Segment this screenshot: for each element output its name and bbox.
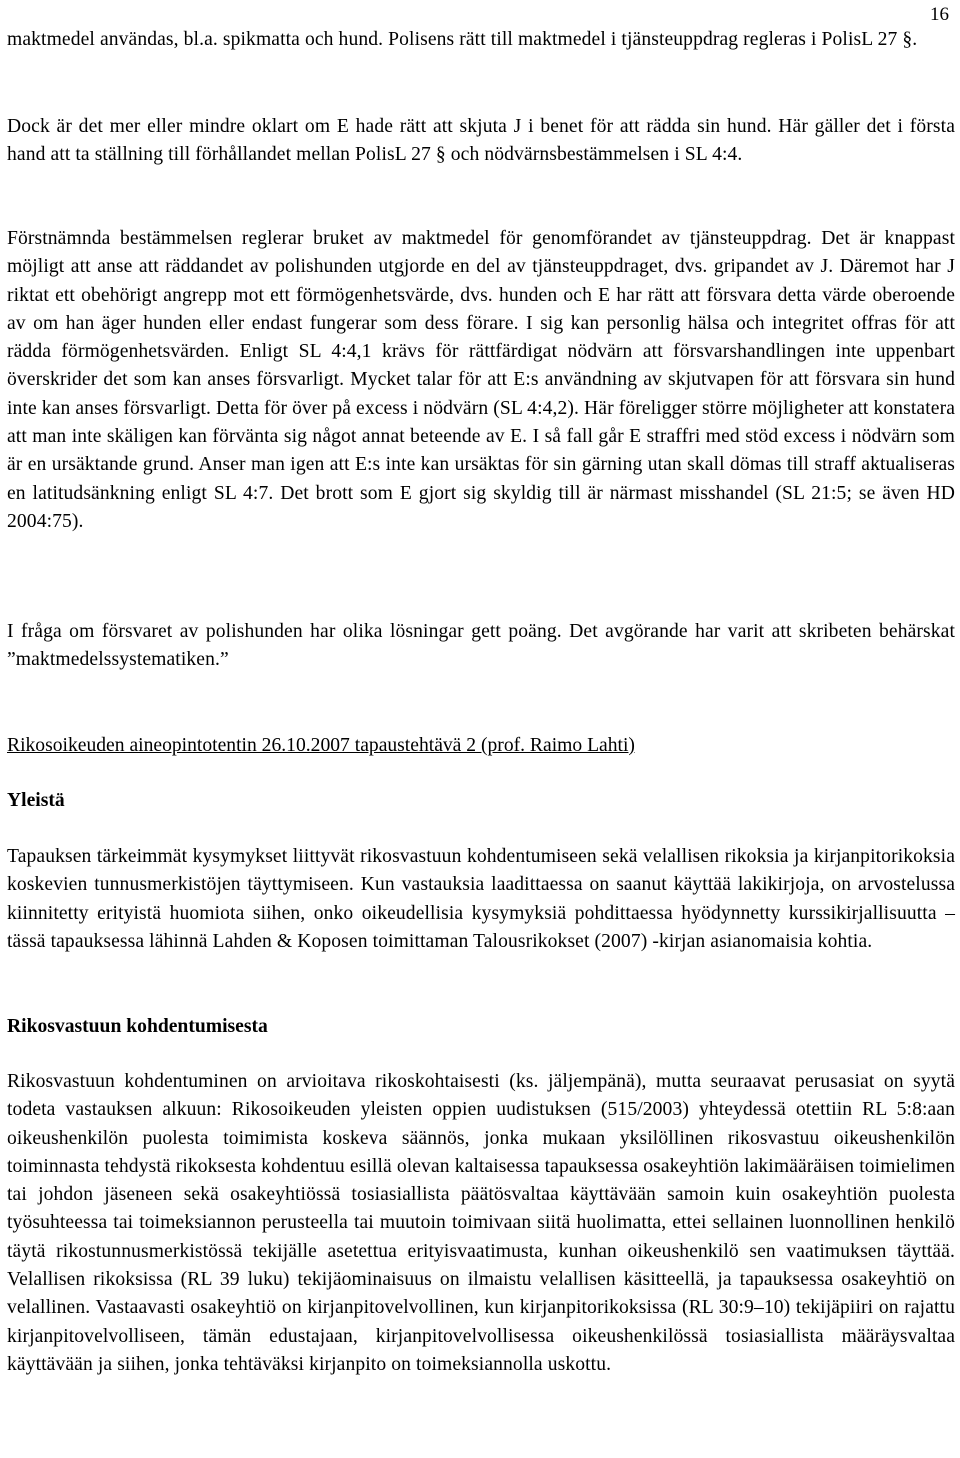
section-heading-rikosvastuu: Rikosvastuun kohdentumisesta (7, 1016, 268, 1037)
section-heading-yleista: Yleistä (7, 790, 65, 811)
page-number: 16 (930, 4, 949, 25)
paragraph-maktmedel-intro: maktmedel användas, bl.a. spikmatta och hund. Polisens rätt till maktmedel i tjänsteuppdrag regleras i PolisL 27 §. (7, 29, 918, 50)
paragraph-rikosvastuu: Rikosvastuun kohdentuminen on arvioitava rikoskohtaisesti (ks. jäljempänä), mutta seuraavat perusasiat on syytä todeta vastauksen alkuun: Rikosoikeuden yleisten oppien uudistuksen (515/2003) yhteydessä otettiin RL 5:8:aan oikeushenkilön puolesta toimimista koskeva säännös, jonka mukaan yksilöllinen rikosvastuu oikeushenkilön toiminnasta tehdystä rikoksesta kohdentuu esillä olevan kaltaisessa tapauksessa osakeyhtiön lakimääräisen toimielimen tai johdon jäseneen sekä osakeyhtiössä tosiasiallista päätösvaltaa käyttävään samoin kuin osakeyhtiön puolesta työsuhteessa tai toimeksiannon perusteella tai muutoin toimivaan siitä huolimatta, ettei sellainen luonnollinen henkilö täytä rikostunnusmerkistössä tekijälle asetettua erityisvaatimusta, kunhan oikeushenkilö sen vaatimuksen täyttää. Velallisen rikoksissa (RL 39 luku) tekijäominaisuus on ilmaistu velallisen käsitteellä, ja tapauksessa osakeyhtiö on velallinen. Vastaavasti osakeyhtiö on kirjanpitovelvollinen, kun kirjanpitorikoksissa (RL 30:9–10) tekijäpiiri on rajattu kirjanpitovelvolliseen, tämän edustajaan, kirjanpitovelvollisessa oikeushenkilössä tosiasiallista määräysvaltaa käyttävään ja siihen, jonka tehtäväksi kirjanpito on toimeksiannolla uskottu. (7, 1071, 955, 1375)
exam-task-title: Rikosoikeuden aineopintotentin 26.10.2007 tapaustehtävä 2 (prof. Raimo Lahti) (7, 735, 635, 756)
paragraph-yleista: Tapauksen tärkeimmät kysymykset liittyvät rikosvastuun kohdentumiseen sekä velallisen rikoksia ja kirjanpitorikoksia koskevien tunnusmerkistöjen täyttymiseen. Kun vastauksia laadittaessa on saanut käyttää lakikirjoja, on arvostelussa kiinnitetty erityistä huomiota siihen, onko oikeudellisia kysymyksiä pohdittaessa hyödynnetty kurssikirjallisuutta – tässä tapauksessa lähinnä Lahden & Koposen toimittaman Talousrikokset (2007) -kirjan asianomaisia kohtia. (7, 846, 955, 952)
paragraph-nodvarn-analysis: Förstnämnda bestämmelsen reglerar bruket av maktmedel för genomförandet av tjänsteuppdrag. Det är knappast möjligt att anse att räddandet av polishunden utgjorde en del av tjänsteuppdraget, dvs. gripandet av J. Däremot har J riktat ett obehörigt angrepp mot ett förmögenhetsvärde, dvs. hunden och E har rätt att försvara detta värde oberoende av om han äger hunden eller endast fungerar som dess förare. I sig kan personlig hälsa och integritet offras för att rädda förmögenhetsvärden. Enligt SL 4:4,1 krävs för rättfärdigat nödvärn att försvarshandlingen inte uppenbart överskrider det som kan anses försvarligt. Mycket talar för att E:s användning av skjutvapen för att försvara sin hund inte kan anses försvarligt. Detta för över på excess i nödvärn (SL 4:4,2). Här föreligger större möjligheter att konstatera att man inte skäligen kan förvänta sig något annat beteende av E. I så fall går E straffri med stöd excess i nödvärn som är en ursäktande grund. Anser man igen att E:s inte kan ursäktas för sin gärning utan skall dömas till straff aktualiseras en latitudsänkning enligt SL 4:7. Det brott som E gjort sig skyldig till är närmast misshandel (SL 21:5; se även HD 2004:75). (7, 228, 955, 532)
paragraph-nodvarn-question: Dock är det mer eller mindre oklart om E hade rätt att skjuta J i benet för att rädda sin hund. Här gäller det i första hand att ta ställning till förhållandet mellan PolisL 27 § och nödvärnsbestämmelsen i SL 4:4. (7, 116, 955, 166)
paragraph-grading-note: I fråga om försvaret av polishunden har olika lösningar gett poäng. Det avgörande har varit att skribeten behärskat ”maktmedelssystematiken.” (7, 621, 955, 671)
